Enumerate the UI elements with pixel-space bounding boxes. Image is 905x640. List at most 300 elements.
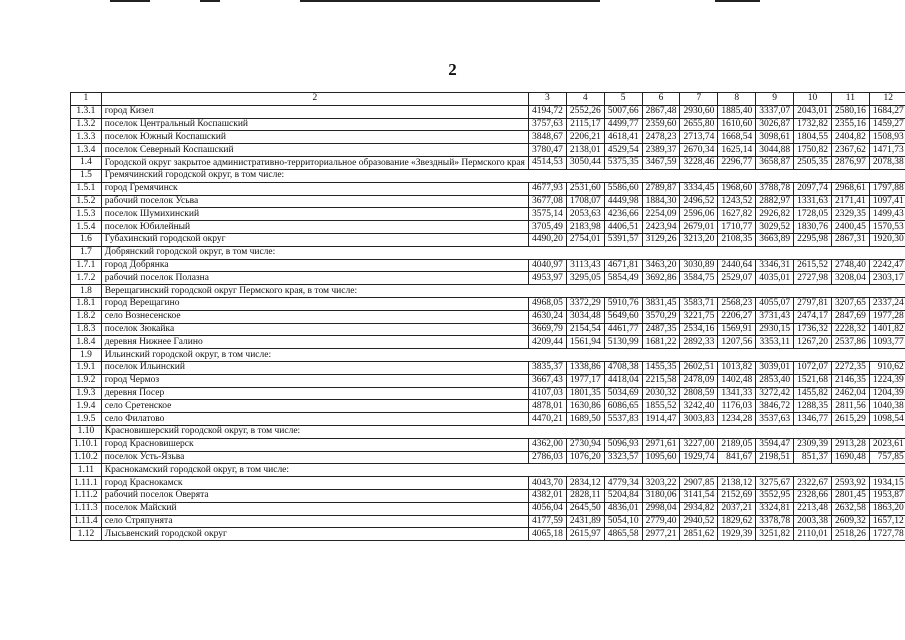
value-cell: 1098,54 [869,413,905,426]
value-cell: 1750,82 [794,144,832,157]
value-cell: 2272,35 [831,361,869,374]
row-code: 1.11.1 [71,477,102,490]
value-cell: 3324,81 [756,502,794,515]
value-cell: 2115,17 [566,118,604,131]
value-cell: 1804,55 [794,131,832,144]
value-cell: 4865,58 [604,528,642,541]
value-cell: 3026,87 [756,118,794,131]
value-cell: 2971,61 [642,438,680,451]
value-cell: 1499,43 [869,208,905,221]
value-cell: 1929,39 [718,528,756,541]
table-row [71,502,905,515]
row-code: 1.5.2 [71,195,102,208]
value-cell: 2146,35 [831,374,869,387]
value-cell: 3831,45 [642,297,680,310]
value-cell: 5537,83 [604,413,642,426]
value-cell: 2926,82 [756,208,794,221]
value-cell: 3788,78 [756,182,794,195]
value-cell: 1561,94 [566,336,604,349]
tariff-table [70,92,905,541]
value-cell: 2389,37 [642,144,680,157]
value-cell: 2078,38 [869,156,905,169]
value-cell: 1855,52 [642,400,680,413]
value-cell: 2913,28 [831,438,869,451]
row-name: поселок Майский [101,502,528,515]
row-code: 1.9.2 [71,374,102,387]
value-cell: 2138,12 [718,477,756,490]
row-name: поселок Зюкайка [101,323,528,336]
value-cell: 2867,31 [831,233,869,246]
value-cell: 2907,85 [680,477,718,490]
value-cell: 6086,65 [604,400,642,413]
value-cell: 2596,06 [680,208,718,221]
value-cell: 5054,10 [604,515,642,528]
table-row [71,182,905,195]
value-cell: 2797,81 [794,297,832,310]
value-cell: 3552,95 [756,489,794,502]
value-cell: 3667,43 [528,374,566,387]
header-cell: 1 [71,93,102,106]
value-cell: 2615,52 [794,259,832,272]
value-cell: 1929,74 [680,451,718,464]
value-cell: 3003,83 [680,413,718,426]
value-cell: 3275,67 [756,477,794,490]
value-cell: 1076,20 [566,451,604,464]
value-cell: 4529,54 [604,144,642,157]
value-cell: 1977,17 [566,374,604,387]
value-cell: 2110,01 [794,528,832,541]
value-cell: 1732,82 [794,118,832,131]
value-cell: 2808,59 [680,387,718,400]
value-cell: 2892,33 [680,336,718,349]
value-cell: 2876,97 [831,156,869,169]
value-cell: 2534,16 [680,323,718,336]
row-code: 1.11.3 [71,502,102,515]
group-name: Гремячинский городской округ, в том числе: [101,169,905,182]
value-cell: 3050,44 [566,156,604,169]
value-cell: 4953,97 [528,272,566,285]
value-cell: 1953,87 [869,489,905,502]
value-cell: 2295,98 [794,233,832,246]
value-cell: 2615,97 [566,528,604,541]
value-cell: 2206,21 [566,131,604,144]
value-cell: 2400,45 [831,221,869,234]
value-cell: 2337,24 [869,297,905,310]
table-row [71,131,905,144]
row-name: Городской округ закрытое административно-территориальное образование «Звездный» Пермского края [101,156,528,169]
value-cell: 2930,60 [680,105,718,118]
row-code: 1.12 [71,528,102,541]
value-cell: 4418,04 [604,374,642,387]
value-cell: 3848,67 [528,131,566,144]
value-cell: 2940,52 [680,515,718,528]
value-cell: 3669,79 [528,323,566,336]
value-cell: 2359,60 [642,118,680,131]
header-cell: 6 [642,93,680,106]
value-cell: 2496,52 [680,195,718,208]
value-cell: 3272,42 [756,387,794,400]
row-code: 1.3.4 [71,144,102,157]
value-cell: 2998,04 [642,502,680,515]
row-code: 1.10.2 [71,451,102,464]
value-cell: 3372,29 [566,297,604,310]
value-cell: 1093,77 [869,336,905,349]
value-cell: 2518,26 [831,528,869,541]
row-name: Губахинский городской округ [101,233,528,246]
value-cell: 4968,05 [528,297,566,310]
value-cell: 2198,51 [756,451,794,464]
table-row [71,195,905,208]
header-cell: 10 [794,93,832,106]
row-code: 1.10 [71,425,102,438]
value-cell: 4461,77 [604,323,642,336]
table-row [71,272,905,285]
value-cell: 4878,01 [528,400,566,413]
value-cell: 2303,17 [869,272,905,285]
table-row [71,438,905,451]
row-name: село Филатово [101,413,528,426]
value-cell: 3575,14 [528,208,566,221]
value-cell: 4618,41 [604,131,642,144]
group-row [71,464,905,477]
value-cell: 2431,89 [566,515,604,528]
value-cell: 1884,30 [642,195,680,208]
value-cell: 3677,08 [528,195,566,208]
value-cell: 1977,28 [869,310,905,323]
row-code: 1.3.2 [71,118,102,131]
value-cell: 2655,80 [680,118,718,131]
value-cell: 2968,61 [831,182,869,195]
header-cell: 11 [831,93,869,106]
value-cell: 1728,05 [794,208,832,221]
value-cell: 4043,70 [528,477,566,490]
value-cell: 2568,23 [718,297,756,310]
value-cell: 2478,09 [680,374,718,387]
row-name: город Краснокамск [101,477,528,490]
value-cell: 1521,68 [794,374,832,387]
value-cell: 2108,35 [718,233,756,246]
row-code: 1.8.3 [71,323,102,336]
value-cell: 2462,04 [831,387,869,400]
value-cell: 5854,49 [604,272,642,285]
value-cell: 2030,32 [642,387,680,400]
value-cell: 5586,60 [604,182,642,195]
value-cell: 1570,53 [869,221,905,234]
row-code: 1.5.4 [71,221,102,234]
value-cell: 2754,01 [566,233,604,246]
row-name: город Кизел [101,105,528,118]
header-cell: 4 [566,93,604,106]
value-cell: 2440,64 [718,259,756,272]
value-cell: 2328,66 [794,489,832,502]
value-cell: 1801,35 [566,387,604,400]
value-cell: 3030,89 [680,259,718,272]
value-cell: 2487,35 [642,323,680,336]
value-cell: 2713,74 [680,131,718,144]
value-cell: 2882,97 [756,195,794,208]
value-cell: 1471,73 [869,144,905,157]
value-cell: 5375,35 [604,156,642,169]
value-cell: 3213,20 [680,233,718,246]
value-cell: 2593,92 [831,477,869,490]
value-cell: 3846,72 [756,400,794,413]
value-cell: 2206,27 [718,310,756,323]
value-cell: 1341,33 [718,387,756,400]
value-cell: 2602,51 [680,361,718,374]
value-cell: 4065,18 [528,528,566,541]
row-name: рабочий поселок Полазна [101,272,528,285]
value-cell: 3098,61 [756,131,794,144]
table-row [71,451,905,464]
value-cell: 4677,93 [528,182,566,195]
value-cell: 1627,82 [718,208,756,221]
table-row [71,361,905,374]
table-row [71,310,905,323]
value-cell: 2322,67 [794,477,832,490]
value-cell: 4836,01 [604,502,642,515]
value-cell: 2930,15 [756,323,794,336]
row-code: 1.7 [71,246,102,259]
table-row [71,528,905,541]
row-name: поселок Юбилейный [101,221,528,234]
row-name: город Верещагино [101,297,528,310]
value-cell: 3044,88 [756,144,794,157]
value-cell: 5034,69 [604,387,642,400]
value-cell: 1455,82 [794,387,832,400]
value-cell: 1176,03 [718,400,756,413]
value-cell: 4779,34 [604,477,642,490]
value-cell: 2505,35 [794,156,832,169]
value-cell: 2138,01 [566,144,604,157]
value-cell: 2043,01 [794,105,832,118]
value-cell: 3029,52 [756,221,794,234]
value-cell: 1401,82 [869,323,905,336]
value-cell: 2423,94 [642,221,680,234]
value-cell: 1346,77 [794,413,832,426]
value-cell: 2242,47 [869,259,905,272]
table-row [71,156,905,169]
row-code: 1.7.1 [71,259,102,272]
value-cell: 4449,98 [604,195,642,208]
value-cell: 3346,31 [756,259,794,272]
value-cell: 3295,05 [566,272,604,285]
value-cell: 2801,45 [831,489,869,502]
value-cell: 1668,54 [718,131,756,144]
value-cell: 3227,00 [680,438,718,451]
value-cell: 2228,32 [831,323,869,336]
row-name: город Добрянка [101,259,528,272]
group-name: Краснокамский городской округ, в том числе: [101,464,905,477]
value-cell: 3467,59 [642,156,680,169]
header-cell: 8 [718,93,756,106]
value-cell: 2730,94 [566,438,604,451]
value-cell: 4035,01 [756,272,794,285]
value-cell: 3378,78 [756,515,794,528]
value-cell: 3780,47 [528,144,566,157]
table-row [71,144,905,157]
value-cell: 1610,60 [718,118,756,131]
row-name: город Чермоз [101,374,528,387]
value-cell: 1830,76 [794,221,832,234]
value-cell: 3203,22 [642,477,680,490]
group-row [71,425,905,438]
value-cell: 1072,07 [794,361,832,374]
value-cell: 2023,61 [869,438,905,451]
value-cell: 3113,43 [566,259,604,272]
value-cell: 3463,20 [642,259,680,272]
value-cell: 841,67 [718,451,756,464]
value-cell: 4499,77 [604,118,642,131]
header-cell: 2 [101,93,528,106]
value-cell: 1736,32 [794,323,832,336]
value-cell: 2154,54 [566,323,604,336]
value-cell: 3658,87 [756,156,794,169]
row-code: 1.3.3 [71,131,102,144]
group-name: Добрянский городской округ, в том числе: [101,246,905,259]
value-cell: 1338,86 [566,361,604,374]
value-cell: 2215,58 [642,374,680,387]
value-cell: 1508,93 [869,131,905,144]
value-cell: 1885,40 [718,105,756,118]
value-cell: 3584,75 [680,272,718,285]
value-cell: 3129,26 [642,233,680,246]
value-cell: 2003,38 [794,515,832,528]
value-cell: 1331,63 [794,195,832,208]
header-cell: 7 [680,93,718,106]
value-cell: 2329,35 [831,208,869,221]
value-cell: 1914,47 [642,413,680,426]
value-cell: 4362,00 [528,438,566,451]
value-cell: 757,85 [869,451,905,464]
value-cell: 1267,20 [794,336,832,349]
row-name: деревня Посер [101,387,528,400]
value-cell: 5391,57 [604,233,642,246]
value-cell: 4382,01 [528,489,566,502]
value-cell: 1204,39 [869,387,905,400]
value-cell: 3663,89 [756,233,794,246]
value-cell: 1207,56 [718,336,756,349]
top-rule-mid-b [300,0,600,2]
value-cell: 1288,35 [794,400,832,413]
group-name: Верещагинский городской округ Пермского края, в том числе: [101,285,905,298]
value-cell: 2645,50 [566,502,604,515]
row-name: Лысьвенский городской округ [101,528,528,541]
value-cell: 3180,06 [642,489,680,502]
value-cell: 2934,82 [680,502,718,515]
value-cell: 5007,66 [604,105,642,118]
value-cell: 2867,48 [642,105,680,118]
value-cell: 2296,77 [718,156,756,169]
table-row [71,515,905,528]
value-cell: 1243,52 [718,195,756,208]
header-cell: 5 [604,93,642,106]
value-cell: 1710,77 [718,221,756,234]
value-cell: 2847,69 [831,310,869,323]
value-cell: 3323,57 [604,451,642,464]
table-row [71,105,905,118]
value-cell: 3251,82 [756,528,794,541]
row-code: 1.8.2 [71,310,102,323]
row-name: село Сретенское [101,400,528,413]
table-row [71,221,905,234]
value-cell: 3228,46 [680,156,718,169]
value-cell: 2474,17 [794,310,832,323]
value-cell: 2679,01 [680,221,718,234]
table-row [71,336,905,349]
value-cell: 1097,41 [869,195,905,208]
value-cell: 3337,07 [756,105,794,118]
row-code: 1.4 [71,156,102,169]
value-cell: 2478,23 [642,131,680,144]
group-row [71,169,905,182]
value-cell: 5910,76 [604,297,642,310]
value-cell: 1569,91 [718,323,756,336]
row-name: деревня Нижнее Галино [101,336,528,349]
value-cell: 2053,63 [566,208,604,221]
row-code: 1.8.1 [71,297,102,310]
value-cell: 5649,60 [604,310,642,323]
value-cell: 1224,39 [869,374,905,387]
value-cell: 3731,43 [756,310,794,323]
value-cell: 2748,40 [831,259,869,272]
value-cell: 2580,16 [831,105,869,118]
value-cell: 1708,07 [566,195,604,208]
value-cell: 3353,11 [756,336,794,349]
row-code: 1.11.4 [71,515,102,528]
top-rule-right [715,0,760,2]
value-cell: 1657,12 [869,515,905,528]
value-cell: 3705,49 [528,221,566,234]
value-cell: 2632,58 [831,502,869,515]
value-cell: 2834,12 [566,477,604,490]
value-cell: 2037,21 [718,502,756,515]
value-cell: 1234,28 [718,413,756,426]
row-code: 1.11 [71,464,102,477]
value-cell: 2786,03 [528,451,566,464]
table-row [71,233,905,246]
table-row [71,259,905,272]
value-cell: 3594,47 [756,438,794,451]
table-row [71,374,905,387]
row-name: поселок Южный Коспашский [101,131,528,144]
value-cell: 2152,69 [718,489,756,502]
value-cell: 1459,27 [869,118,905,131]
row-code: 1.9.4 [71,400,102,413]
value-cell: 1934,15 [869,477,905,490]
group-row [71,246,905,259]
table-row [71,477,905,490]
value-cell: 2531,60 [566,182,604,195]
table-row [71,489,905,502]
header-row [71,93,905,106]
value-cell: 4040,97 [528,259,566,272]
value-cell: 2789,87 [642,182,680,195]
table-row [71,208,905,221]
table-row [71,387,905,400]
value-cell: 1968,60 [718,182,756,195]
value-cell: 4056,04 [528,502,566,515]
value-cell: 1095,60 [642,451,680,464]
row-name: рабочий поселок Усьва [101,195,528,208]
value-cell: 4107,03 [528,387,566,400]
row-code: 1.5 [71,169,102,182]
value-cell: 4708,38 [604,361,642,374]
value-cell: 3537,63 [756,413,794,426]
value-cell: 2355,16 [831,118,869,131]
value-cell: 4470,21 [528,413,566,426]
group-row [71,285,905,298]
value-cell: 1402,48 [718,374,756,387]
